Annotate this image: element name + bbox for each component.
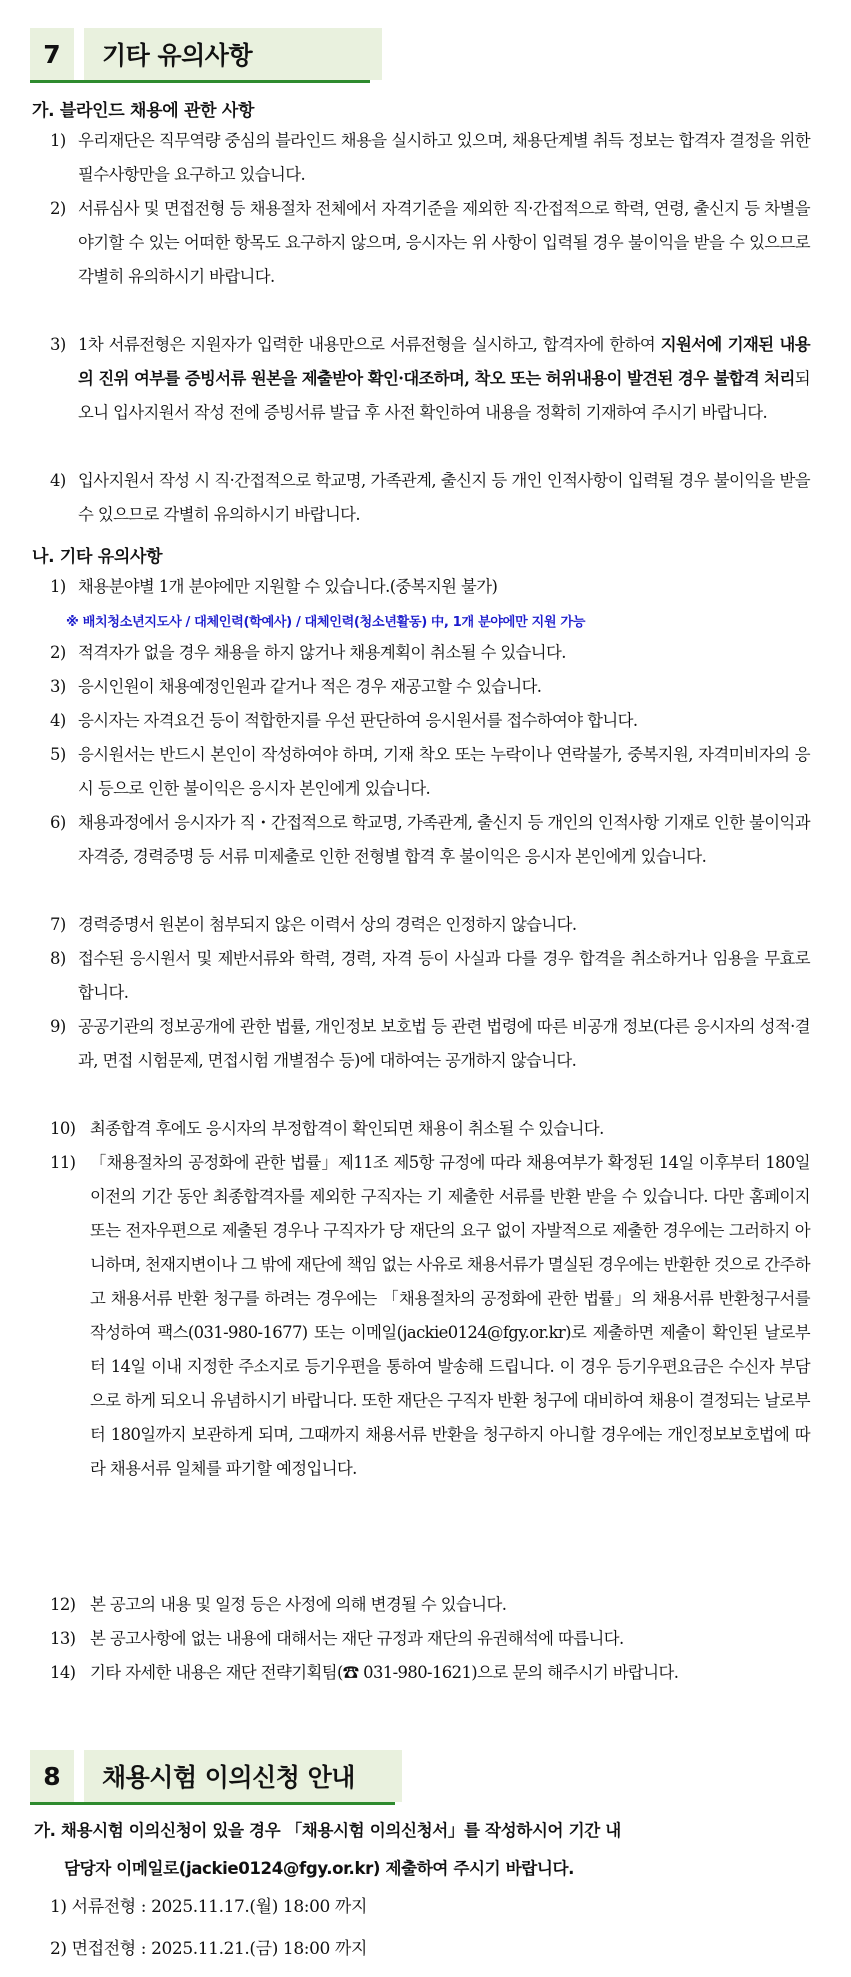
section-7-rule: [30, 80, 370, 83]
list-item: 8) 접수된 응시원서 및 제반서류와 학력, 경력, 자격 등이 사실과 다를 경우 합격을 취소하거나 임용을 무효로 합니다.: [50, 949, 810, 1002]
subheading-blind-hiring: 가. 블라인드 채용에 관한 사항: [32, 101, 255, 121]
list-item: 2) 적격자가 없을 경우 채용을 하지 않거나 채용계획이 취소될 수 있습니다.: [50, 643, 566, 662]
schedule-item: 2) 면접전형 : 2025.11.21.(금) 18:00 까지: [50, 1939, 367, 1959]
section-8-header: [30, 1750, 402, 1802]
list-item: 13) 본 공고사항에 없는 내용에 대해서는 재단 규정과 재단의 유권해석에 따릅니다.: [50, 1629, 624, 1648]
section-8-title: 채용시험 이의신청 안내: [84, 1750, 402, 1802]
section-8-number: 8: [30, 1750, 74, 1802]
list-item: 4) 응시자는 자격요건 등이 적합한지를 우선 판단하여 응시원서를 접수하여야 합니다.: [50, 711, 638, 730]
list-item: 5) 응시원서는 반드시 본인이 작성하여야 하며, 기재 착오 또는 누락이나 연락불가, 중복지원, 자격미비자의 응시 등으로 인한 불이익은 응시자 본인에게 있습니다.: [50, 745, 810, 798]
section-7-header: [30, 28, 382, 80]
section-8-rule: [30, 1802, 395, 1805]
list-item: 1) 채용분야별 1개 분야에만 지원할 수 있습니다.(중복지원 불가): [50, 577, 498, 596]
section-7-title: 기타 유의사항: [84, 28, 382, 80]
subheading-other-notes: 나. 기타 유의사항: [32, 547, 163, 567]
list-item: 1) 우리재단은 직무역량 중심의 블라인드 채용을 실시하고 있으며, 채용단계별 취득 정보는 합격자 결정을 위한 필수사항만을 요구하고 있습니다.: [50, 131, 810, 184]
list-item: 3) 1차 서류전형은 지원자가 입력한 내용만으로 서류전형을 실시하고, 합격자에 한하여 지원서에 기재된 내용의 진위 여부를 증빙서류 원본을 제출받아 확인·대조하며, 착오 또는 허위내용이 발견된 경우 불합격 처리되오니 입사지원서 작성 전에 증빙서류 발급 후 사전 확인하여 내용을 정확히 기재하여 주시기 바랍니다.: [50, 335, 810, 422]
section-7-number: 7: [30, 28, 74, 80]
list-item: 7) 경력증명서 원본이 첨부되지 않은 이력서 상의 경력은 인정하지 않습니다.: [50, 915, 577, 934]
list-item: 3) 응시인원이 채용예정인원과 같거나 적은 경우 재공고할 수 있습니다.: [50, 677, 542, 696]
bold-warning-text: 지원서에 기재된 내용의 진위 여부를 증빙서류 원본을 제출받아 확인·대조하며, 착오 또는 허위내용이 발견된 경우 불합격 처리: [78, 335, 810, 388]
appeal-instructions: 가. 채용시험 이의신청이 있을 경우 「채용시험 이의신청서」를 작성하시어 기간 내 담당자 이메일로(jackie0124@fgy.or.kr) 제출하여 주시기 바랍니다.: [34, 1821, 621, 1878]
list-item: 4) 입사지원서 작성 시 직·간접적으로 학교명, 가족관계, 출신지 등 개인 인적사항이 입력될 경우 불이익을 받을 수 있으므로 각별히 유의하시기 바랍니다.: [50, 471, 810, 524]
list-item: 11) 「채용절차의 공정화에 관한 법률」제11조 제5항 규정에 따라 채용여부가 확정된 14일 이후부터 180일 이전의 기간 동안 최종합격자를 제외한 구직자는 기 제출한 서류를 반환 받을 수 있습니다. 다만 홈페이지 또는 전자우편으로 제출된 경우나 구직자가 당 재단의 요구 없이 자발적으로 제출한 경우에는 그러하지 아니하며, 천재지변이나 그 밖에 재단에 책임 없는 사유로 채용서류가 멸실된 경우에는 반환한 것으로 간주하고 채용서류 반환 청구를 하려는 경우에는 「채용절차의 공정화에 관한 법률」의 채용서류 반환청구서를 작성하여 팩스(031-980-1677) 또는 이메일(jackie0124@fgy.or.kr)로 제출하면 제출이 확인된 날로부터 14일 이내 지정한 주소지로 등기우편을 통하여 발송해 드립니다. 이 경우 등기우편요금은 수신자 부담으로 하게 되오니 유념하시기 바랍니다. 또한 재단은 구직자 반환 청구에 대비하여 채용이 결정되는 날로부터 180일까지 보관하게 되며, 그때까지 채용서류 반환을 청구하지 아니할 경우에는 개인정보보호법에 따라 채용서류 일체를 파기할 예정입니다.: [50, 1153, 810, 1478]
list-item: 9) 공공기관의 정보공개에 관한 법률, 개인정보 보호법 등 관련 법령에 따른 비공개 정보(다른 응시자의 성적·결과, 면접 시험문제, 면접시험 개별점수 등)에 대하여는 공개하지 않습니다.: [50, 1017, 810, 1070]
list-item: 10) 최종합격 후에도 응시자의 부정합격이 확인되면 채용이 취소될 수 있습니다.: [50, 1119, 604, 1138]
schedule-item: 1) 서류전형 : 2025.11.17.(월) 18:00 까지: [50, 1897, 367, 1917]
list-item: 6) 채용과정에서 응시자가 직・간접적으로 학교명, 가족관계, 출신지 등 개인의 인적사항 기재로 인한 불이익과 자격증, 경력증명 등 서류 미제출로 인한 전형별 합격 후 불이익은 응시자 본인에게 있습니다.: [50, 813, 810, 866]
blue-note: ※ 배치청소년지도사 / 대체인력(학예사) / 대체인력(청소년활동) 中, 1개 분야에만 지원 가능: [66, 615, 586, 630]
list-item: 14) 기타 자세한 내용은 재단 전략기획팀(☎ 031-980-1621)으로 문의 해주시기 바랍니다.: [50, 1663, 679, 1682]
list-item: 2) 서류심사 및 면접전형 등 채용절차 전체에서 자격기준을 제외한 직·간접적으로 학력, 연령, 출신지 등 차별을 야기할 수 있는 어떠한 항목도 요구하지 않으며, 응시자는 위 사항이 입력될 경우 불이익을 받을 수 있으므로 각별히 유의하시기 바랍니다.: [50, 199, 810, 286]
list-item: 12) 본 공고의 내용 및 일정 등은 사정에 의해 변경될 수 있습니다.: [50, 1595, 507, 1614]
